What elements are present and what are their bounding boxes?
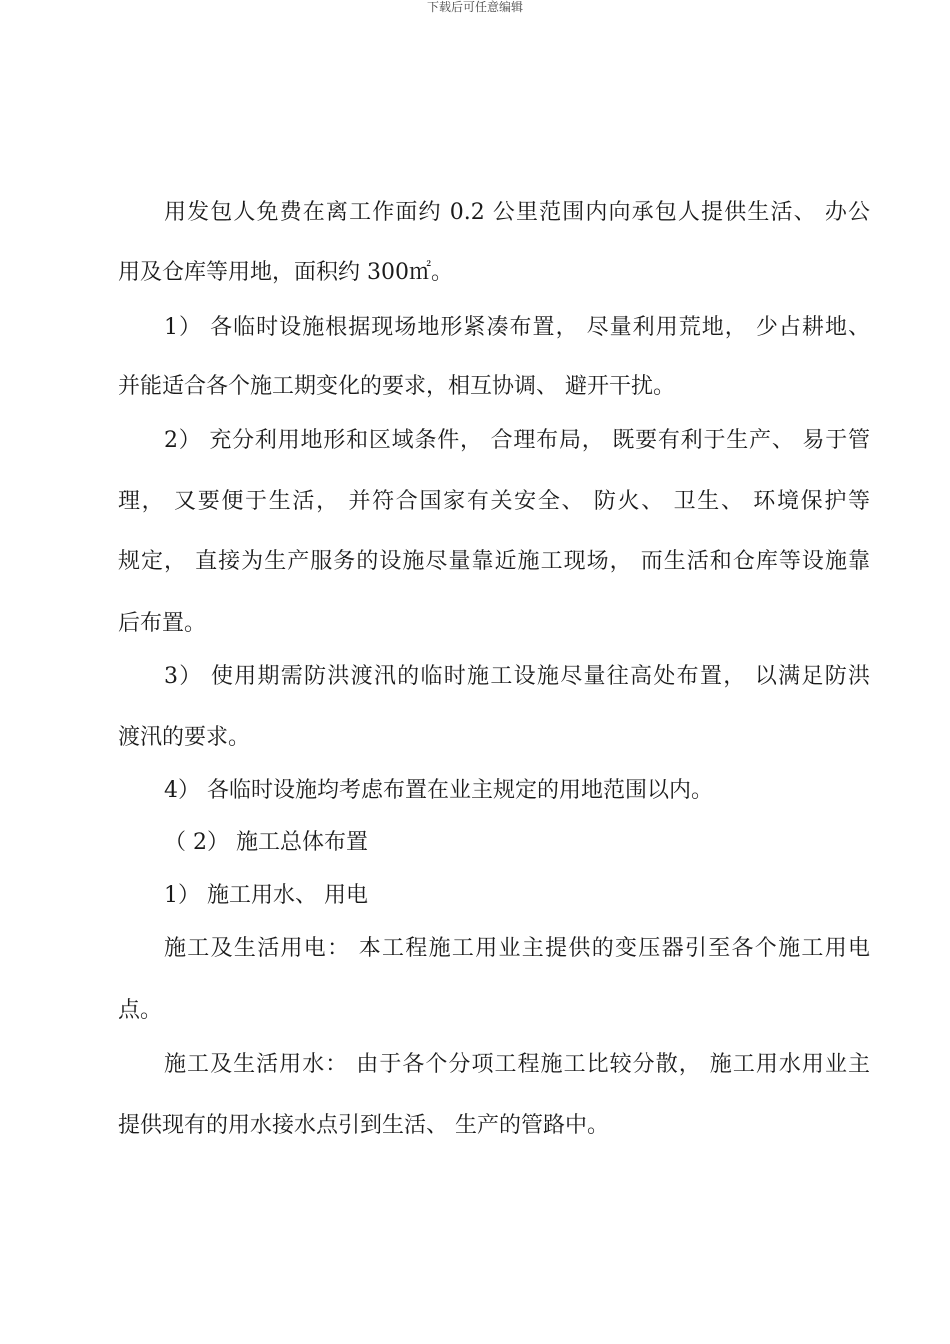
paragraph-line: 1） 各临时设施根据现场地形紧凑布置， 尽量利用荒地， 少占耕地、: [164, 315, 870, 340]
paragraph-line: 后布置。: [118, 611, 207, 636]
page-header-caption: 下载后可任意编辑: [426, 0, 523, 14]
paragraph-line: 理， 又要便于生活， 并符合国家有关安全、 防火、 卫生、 环境保护等: [118, 489, 870, 514]
paragraph-line: 提供现有的用水接水点引到生活、 生产的管路中。: [118, 1113, 609, 1138]
paragraph-line: 4） 各临时设施均考虑布置在业主规定的用地范围以内。: [164, 778, 713, 803]
paragraph-line: 2） 充分利用地形和区域条件， 合理布局， 既要有利于生产、 易于管: [164, 428, 870, 453]
paragraph-line: 3） 使用期需防洪渡汛的临时施工设施尽量往高处布置， 以满足防洪: [164, 664, 870, 689]
paragraph-line: 并能适合各个施工期变化的要求，相互协调、 避开干扰。: [118, 374, 675, 399]
paragraph-line: 用发包人免费在离工作面约 0.2 公里范围内向承包人提供生活、 办公: [164, 200, 870, 225]
section-heading: （ 2） 施工总体布置: [164, 830, 368, 855]
paragraph-line: 用及仓库等用地，面积约 300㎡。: [118, 260, 453, 285]
paragraph-line: 渡汛的要求。: [118, 725, 251, 750]
subsection-heading: 1） 施工用水、 用电: [164, 883, 368, 908]
paragraph-line: 施工及生活用电： 本工程施工用业主提供的变压器引至各个施工用电: [164, 936, 870, 961]
paragraph-line: 施工及生活用水： 由于各个分项工程施工比较分散， 施工用水用业主: [164, 1052, 870, 1077]
paragraph-line: 点。: [118, 998, 163, 1023]
paragraph-line: 规定， 直接为生产服务的设施尽量靠近施工现场， 而生活和仓库等设施靠: [118, 549, 870, 574]
